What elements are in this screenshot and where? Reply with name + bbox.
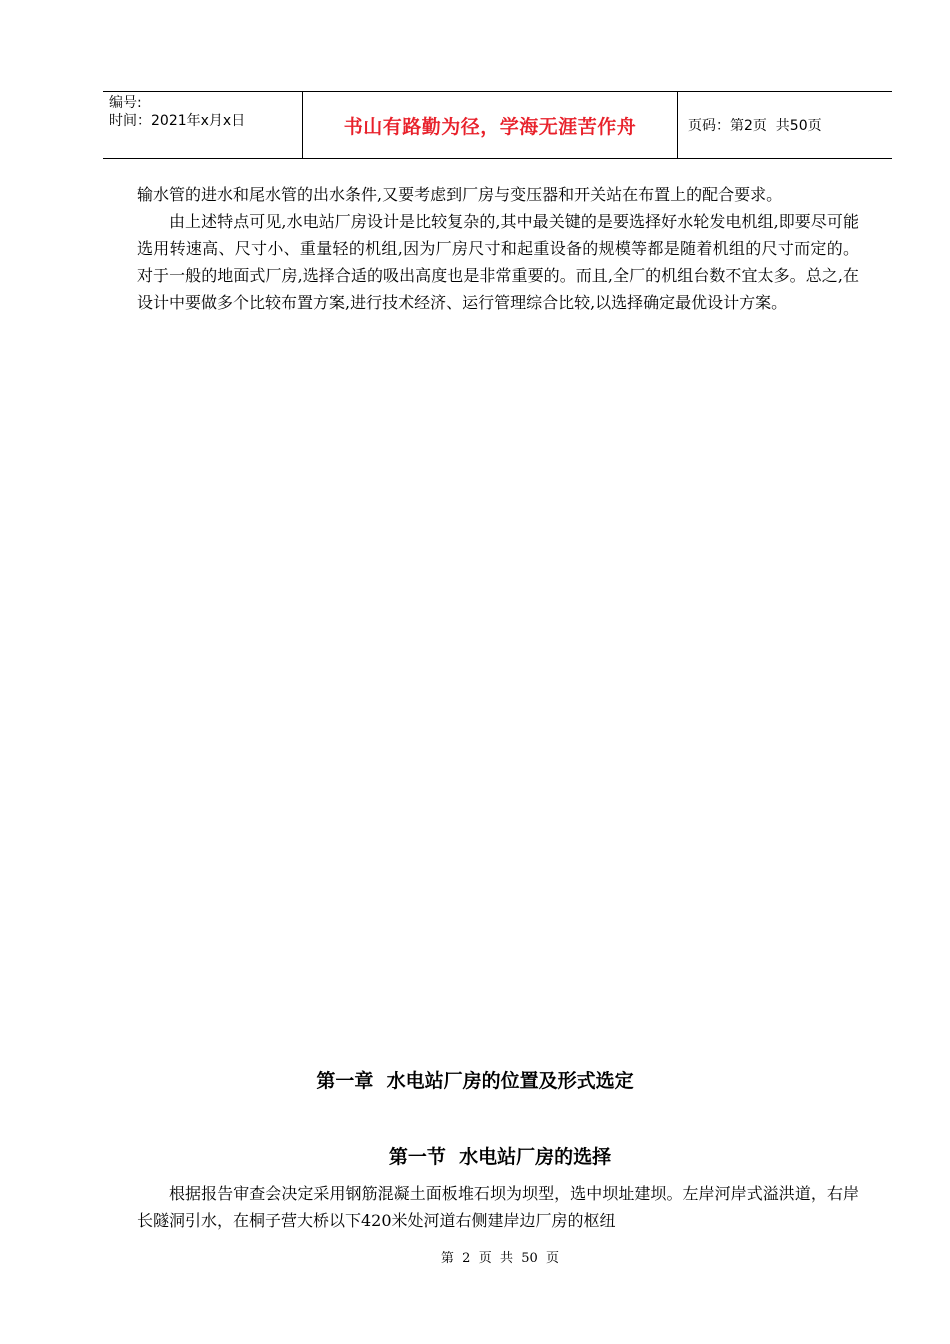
paragraph-2: 由上述特点可见,水电站厂房设计是比较复杂的,其中最关键的是要选择好水轮发电机组,即要尽可能选用转速高、尺寸小、重量轻的机组,因为厂房尺寸和起重设备的规模等都是随着机组的尺寸而定的。对于一般的地面式厂房,选择合适的吸出高度也是非常重要的。而且,全厂的机组台数不宜太多。总之,在设计中要做多个比较布置方案,进行技术经济、运行管理综合比较,以选择确定最优设计方案。 xyxy=(137,212,859,312)
header-page-label: 页码：第2页 共50页 xyxy=(688,118,822,134)
paragraph-1: 输水管的进水和尾水管的出水条件,又要考虑到厂房与变压器和开关站在布置上的配合要求。 xyxy=(137,185,783,204)
page-footer: 第 2 页 共 50 页 xyxy=(440,1251,560,1266)
time-label: 时间：2021年x月x日 xyxy=(109,113,246,129)
page-header xyxy=(103,91,892,159)
section-title: 第一节 水电站厂房的选择 xyxy=(388,1146,612,1168)
section-paragraph: 根据报告审查会决定采用钢筋混凝土面板堆石坝为坝型，选中坝址建坝。左岸河岸式溢洪道，右岸长隧洞引水，在桐子营大桥以下420米处河道右侧建岸边厂房的枢纽 xyxy=(137,1184,859,1230)
body-text-section xyxy=(137,1180,859,1234)
chapter-title: 第一章 水电站厂房的位置及形式选定 xyxy=(316,1070,634,1092)
header-motto: 书山有路勤为径，学海无涯苦作舟 xyxy=(303,92,678,158)
header-left-cell xyxy=(103,92,303,158)
body-text-top xyxy=(137,181,859,316)
doc-number-label: 编号: xyxy=(109,95,142,111)
